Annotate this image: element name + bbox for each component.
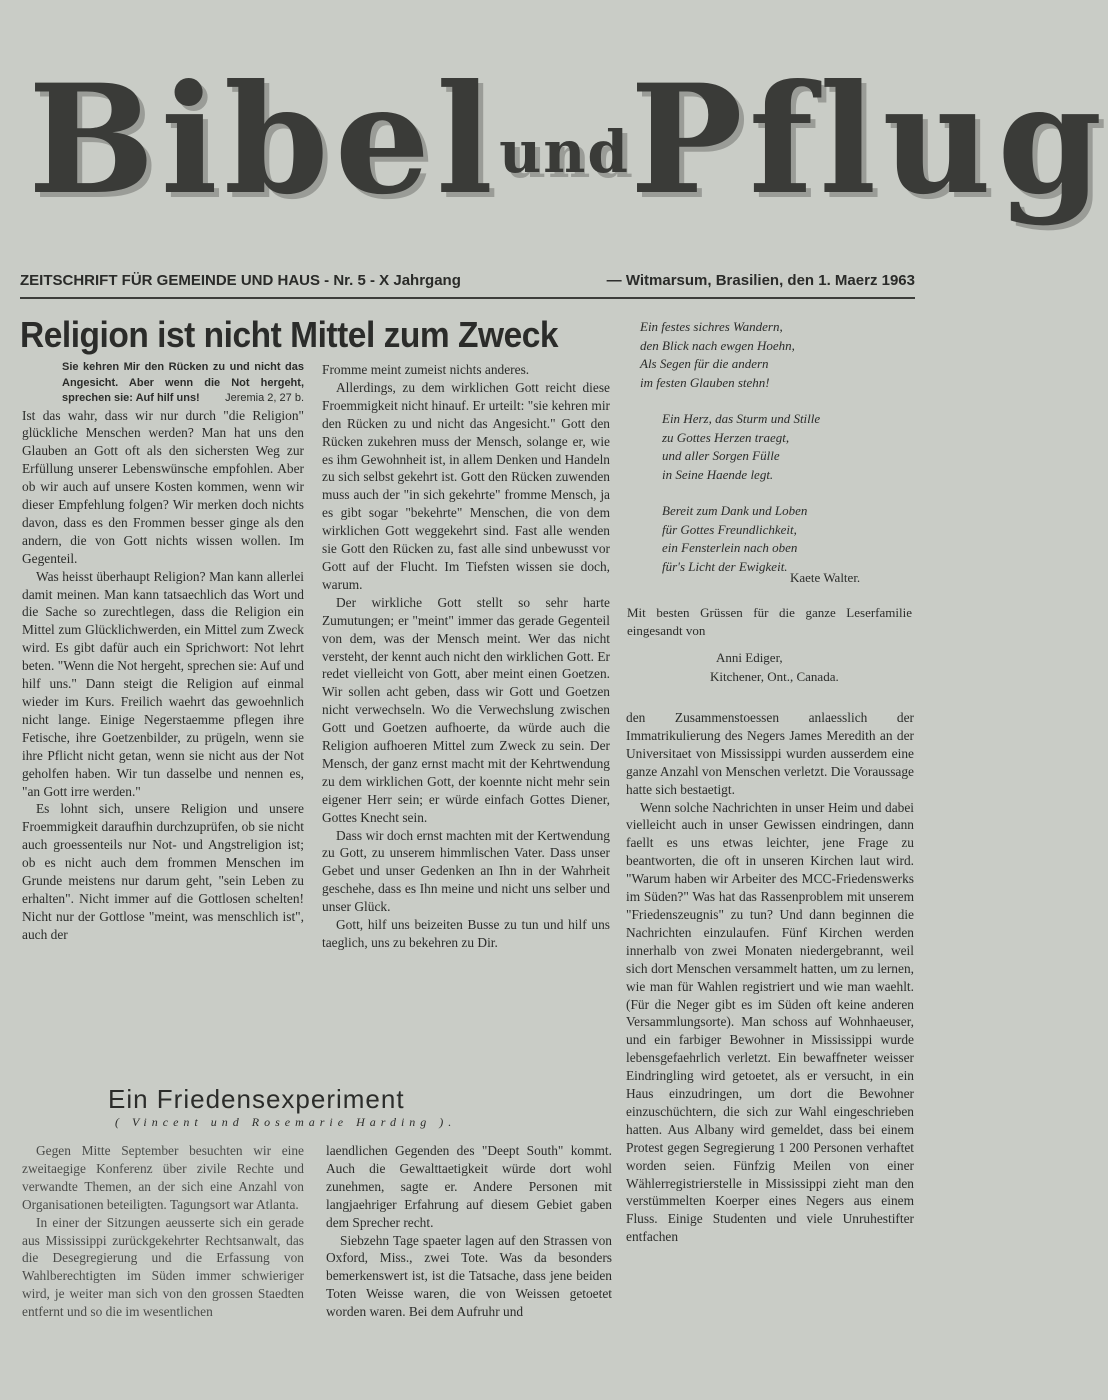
article2-col1-paragraph: Gegen Mitte September besuchten wir eine zweitaegige Konferenz über zivile Rechte und verwandte Themen, an der sich eine Anzahl von Organisationen beteiligten. Tagungsort war Atlanta. — [22, 1143, 304, 1212]
issue-line — [20, 272, 915, 289]
poem-author: Kaete Walter. — [790, 570, 861, 585]
col3-paragraph: den Zusammenstoessen anlaesslich der Immatrikulierung des Negers James Meredith an der Universitaet von Mississippi wurden ausserdem eine ganze Anzahl von Menschen verletzt. Die Voraussage hatte sich bestaetigt. — [626, 710, 914, 797]
issue-line-right: — Witmarsum, Brasilien, den 1. Maerz 1963 — [606, 272, 915, 289]
poem-line: zu Gottes Herzen traegt, — [662, 429, 790, 445]
article1-col1-paragraph: Ist das wahr, dass wir nur durch "die Religion" glückliche Menschen werden? Man hat uns den Glauben an Gott oft als den sichersten Weg zur Erfüllung unserer Lebenswünsche empfohlen. Aber ob wir auch auf unsere Kosten kommen, wenn wir dieser Empfehlung folgen? Wir merken doch nichts davon, dass es den Frommen besser ginge als den andern, die von Gott nichts wissen wollen. Im Gegenteil. — [22, 407, 304, 566]
poem-line: und aller Sorgen Fülle — [662, 448, 780, 463]
article1-col2-paragraph: Allerdings, zu dem wirklichen Gott reicht diese Froemmigkeit nicht hinauf. Er urteilt: "sie kehren mir den Rücken zu und nicht das Angesicht." Gott den Rücken zukehren muss der Mensch, solange er, wie es ihm Gewohnheit ist, in allem Denken und Handeln zu sich selbst gekehrt ist. Gott den Rücken zuwenden muss auch der "in sich gekehrte" fromme Mensch, ja es gibt sogar "bekehrte" Menschen, die von dem wirklichen Gott weggekehrt sind. Fast alle wenden sie Gott den Rücken zu, fast alle sind unbewusst vor Gott auf der Flucht. Im Tiefsten wissen sie doch, warum. — [322, 379, 610, 592]
masthead-title — [28, 52, 1108, 228]
article2-column-1 — [22, 1142, 304, 1321]
poem-line: für's Licht der Ewigkeit. — [662, 558, 788, 574]
article1-col2-paragraph: Fromme meint zumeist nichts anderes. — [322, 362, 530, 377]
poem-sender — [710, 648, 839, 686]
poem-sender-place: Kitchener, Ont., Canada. — [710, 669, 839, 684]
poem-greeting: Mit besten Grüssen für die ganze Leserfamilie eingesandt von — [627, 605, 912, 638]
article1-column-1 — [22, 360, 304, 944]
poem-stanza — [640, 318, 910, 392]
article1-headline: Religion ist nicht Mittel zum Zweck — [20, 314, 559, 355]
poem-stanza — [640, 410, 910, 484]
article1-motto-ref: Jeremia 2, 27 b. — [225, 392, 304, 404]
article2-col2-paragraph: laendlichen Gegenden des "Deept South" kommt. Auch die Gewalttaetigkeit würde dort wohl zunehmen, sagte er. Andere Personen mit langjaehriger Erfahrung auf diesem Gebiet gaben dem Sprecher recht. — [326, 1143, 612, 1230]
article1-col1-paragraph: Was heisst überhaupt Religion? Man kann allerlei damit meinen. Man kann tatsaechlich das Wort und die Sache so zurechtlegen, dass die Religion ein Mittel zum Glücklichwerden, ein Mittel zum Zweck wird. Es gibt dafür auch ein Sprichwort: Not lehrt beten. "Wenn die Not hergeht, sprechen sie: Auf und hilf uns." Dann steigt die Religion auf einmal wieder im Kurs. Freilich waehrt das gewoehnlich nicht lange. Einige Negerstaemme pflegen ihre Fetische, ihre Goetzenbilder, zu prügeln, wenn sie ihre Pflicht nicht getan, wenn sie nicht aus der Not geholfen haben. Wir tun dasselbe und nennen es, "an Gott irre werden." — [22, 568, 304, 799]
column-3-continued — [626, 709, 914, 1246]
article2-authors: ( Vincent und Rosemarie Harding ). — [115, 1115, 457, 1129]
masthead-title-und: und — [499, 118, 630, 186]
poem-line: für Gottes Freundlichkeit, — [662, 521, 797, 537]
poem-line: im festen Glauben stehn! — [640, 374, 770, 390]
article1-motto-text: Sie kehren Mir den Rücken zu und nicht das Angesicht. Aber wenn die Not hergeht, sprechen sie: Auf hilf uns! — [62, 361, 304, 404]
poem-line: Bereit zum Dank und Loben — [662, 503, 808, 518]
poem — [640, 318, 910, 594]
col3-paragraph: Wenn solche Nachrichten in unser Heim und dabei vielleicht auch in unser Gewissen eindringen, dann faellt es uns etwas leichter, jene Frage zu beantworten, die oft in unseren Kirchen laut wird. "Warum haben wir Arbeiter des MCC-Friedenswerks im Süden?" Was hat das Rassenproblem mit unserem "Friedenszeugnis" zu tun? Und dann beginnen die Nachrichten einzulaufen. Fünf Kirchen werden innerhalb von zwei Monaten niedergebrannt, weil sich dort Menschen versammelt hatten, um zu lernen, wie man für Wahlen registriert und wie man waehlt. (Für die Neger gibt es im Süden oft keine anderen Versammlungsorte). Man schoss auf Wohnhaeuser, und ein farbiger Bewohner in Mississippi wurde lebensgefaehrlich verletzt. Ein bewaffneter weisser Eindringling wird getoetet, als er versucht, in ein Haus einzudringen, um dort die Bewohner einzuschüchtern, die sich zur Wahl eingeschrieben hatten. Aus Albany wird gemeldet, dass bei einem Protest gegen Segregierung 1 200 Personen verhaftet worden seien. Fünfzig Meilen von einer Wählerregistrierstelle in Mississippi zieht man den verstümmelten Koerper eines Negers aus einem Fluss. Einige Studenten und viele Unruhestifter entfachen — [626, 799, 914, 1245]
article1-col1-paragraph: Es lohnt sich, unsere Religion und unsere Froemmigkeit daraufhin durchzuprüfen, ob sie nicht auch groessenteils nur Not- und Angstreligion ist; ob es nicht auch dem frommen Menschen im Grunde meistens nur darum geht, "sein Leben zu erhalten". Nicht immer auf die Gottlosen schelten! Nicht nur der Gottlose "meint, was menschlich ist", auch der — [22, 801, 304, 942]
poem-line: Ein festes sichres Wandern, — [640, 319, 783, 334]
poem-line: ein Fensterlein nach oben — [662, 540, 798, 555]
article1-motto — [62, 360, 304, 407]
article2-col2-paragraph: Siebzehn Tage spaeter lagen auf den Strassen von Oxford, Miss., zwei Tote. Was da besonders bemerkenswert ist, ist die Tatsache, dass jene beiden Toten Weisse waren, die von Weissen getoetet worden waren. Bei dem Aufruhr und — [326, 1232, 612, 1320]
article1-col2-paragraph: Gott, hilf uns beizeiten Busse zu tun und hilf uns taeglich, uns zu bekehren zu Dir. — [322, 917, 610, 950]
poem-stanza — [640, 502, 910, 576]
masthead — [28, 52, 1108, 262]
poem-line: den Blick nach ewgen Hoehn, — [640, 337, 795, 353]
article1-column-2 — [322, 361, 610, 952]
article2-column-2 — [326, 1142, 612, 1321]
poem-sender-name: Anni Ediger, — [716, 650, 783, 665]
article1-col2-paragraph: Der wirkliche Gott stellt so sehr harte Zumutungen; er "meint" immer das gerade Gegenteil von dem, was der Mensch meint. Wer das nicht versteht, der kennt auch nicht den wirklichen Gott. Er redet vielleicht von Gott, aber meint einen Goetzen. Wir sollen acht geben, dass wir Gott und Goetzen nicht verwechseln. Wo die Verwechslung zwischen Gott und Goetzen aufhoerte, da würde auch die Religion aufhoeren Mittel zum Zweck zu sein. Der Mensch, der ganz ernst macht mit der Kehrtwendung zu dem wirklichen Gott, der koennte nicht mehr sein eigener Herr sein; er würde einfach Gottes Diener, Gottes Knecht sein. — [322, 594, 610, 825]
poem-line: Ein Herz, das Sturm und Stille — [662, 411, 821, 426]
poem-line: Als Segen für die andern — [640, 356, 769, 371]
article1-col2-paragraph: Dass wir doch ernst machten mit der Kertwendung zu Gott, zu unserem himmlischen Vater. Dass unser Gebet und unser Gedenken an Ihn in der Wahrheit geschehe, dass es Ihn meine und nicht uns selber und unser Glück. — [322, 827, 610, 915]
poem-line: in Seine Haende legt. — [662, 466, 774, 482]
issue-line-left: ZEITSCHRIFT FÜR GEMEINDE UND HAUS - Nr. 5 - X Jahrgang — [20, 272, 461, 289]
article2-title: Ein Friedensexperiment — [108, 1084, 405, 1114]
header-rule — [20, 297, 915, 299]
article2-col1-paragraph: In einer der Sitzungen aeusserte sich ein gerade aus Mississippi zurückgekehrter Rechtsanwalt, das die Desegregierung und die Erfassung von Wahlberechtigten im Süden immer schwieriger wird, je weiter man sich von den grossen Staedten entfernt und so die im wesentlichen — [22, 1214, 304, 1320]
masthead-title-bibel: Bibel — [28, 52, 500, 228]
masthead-title-pflug: Pflug — [629, 52, 1108, 228]
